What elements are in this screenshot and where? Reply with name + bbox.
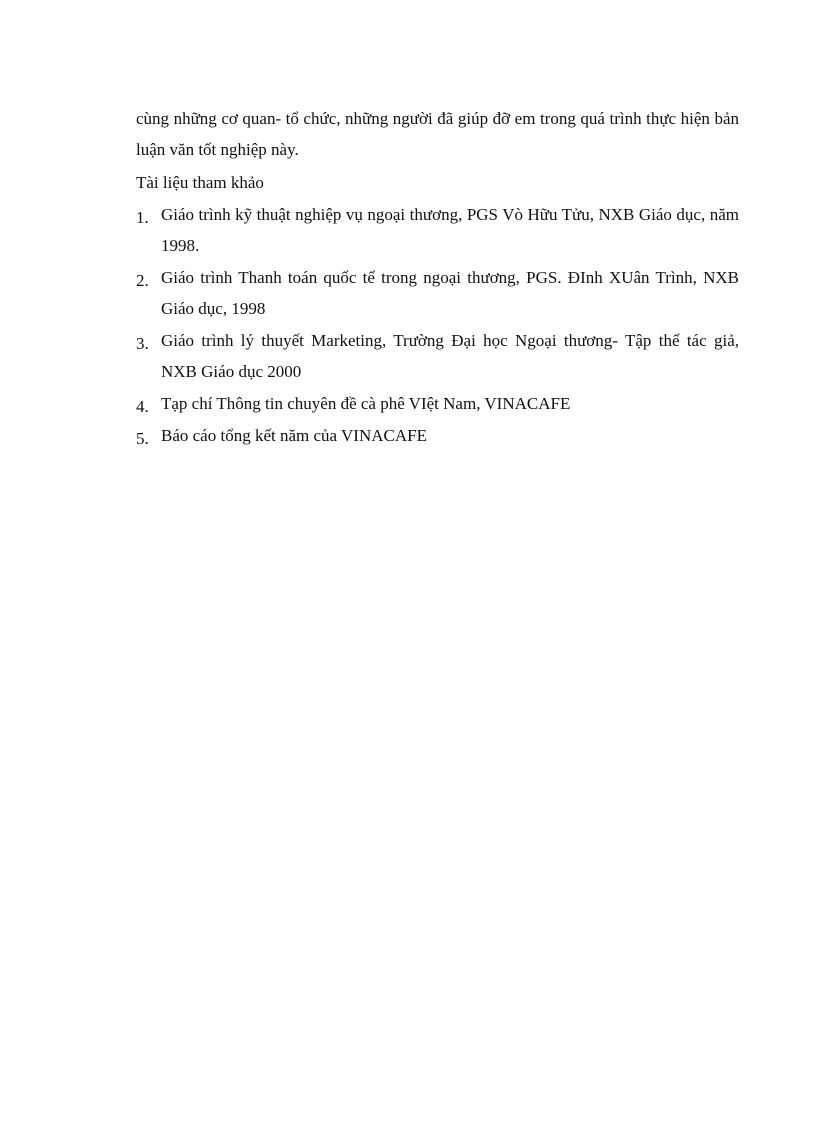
references-list — [136, 199, 739, 451]
reference-item — [136, 325, 739, 387]
reference-number: 1. — [136, 208, 149, 227]
reference-text: Giáo trình kỹ thuật nghiệp vụ ngoại thương, PGS Vò Hữu Tửu, NXB Giáo dục, năm 1998. — [161, 205, 739, 255]
references-heading: Tài liệu tham khảo — [136, 173, 264, 192]
page-content — [136, 103, 739, 452]
reference-item — [136, 388, 739, 419]
reference-text: Báo cáo tổng kết năm của VINACAFE — [161, 426, 427, 445]
reference-text: Giáo trình lý thuyết Marketing, Trường Đại học Ngoại thương- Tập thể tác giả, NXB Giáo dục 2000 — [161, 331, 739, 381]
reference-item — [136, 420, 739, 451]
reference-number: 5. — [136, 429, 149, 448]
reference-item — [136, 199, 739, 261]
reference-text: Giáo trình Thanh toán quốc tế trong ngoại thương, PGS. ĐInh XUân Trình, NXB Giáo dục, 1998 — [161, 268, 739, 318]
reference-item — [136, 262, 739, 324]
reference-number: 2. — [136, 271, 149, 290]
reference-text: Tạp chí Thông tin chuyên đề cà phê VIệt Nam, VINACAFE — [161, 394, 571, 413]
closing-paragraph: cùng những cơ quan- tổ chức, những người đã giúp đỡ em trong quá trình thực hiện bản luận văn tốt nghiệp này. — [136, 109, 739, 159]
reference-number: 4. — [136, 397, 149, 416]
reference-number: 3. — [136, 334, 149, 353]
